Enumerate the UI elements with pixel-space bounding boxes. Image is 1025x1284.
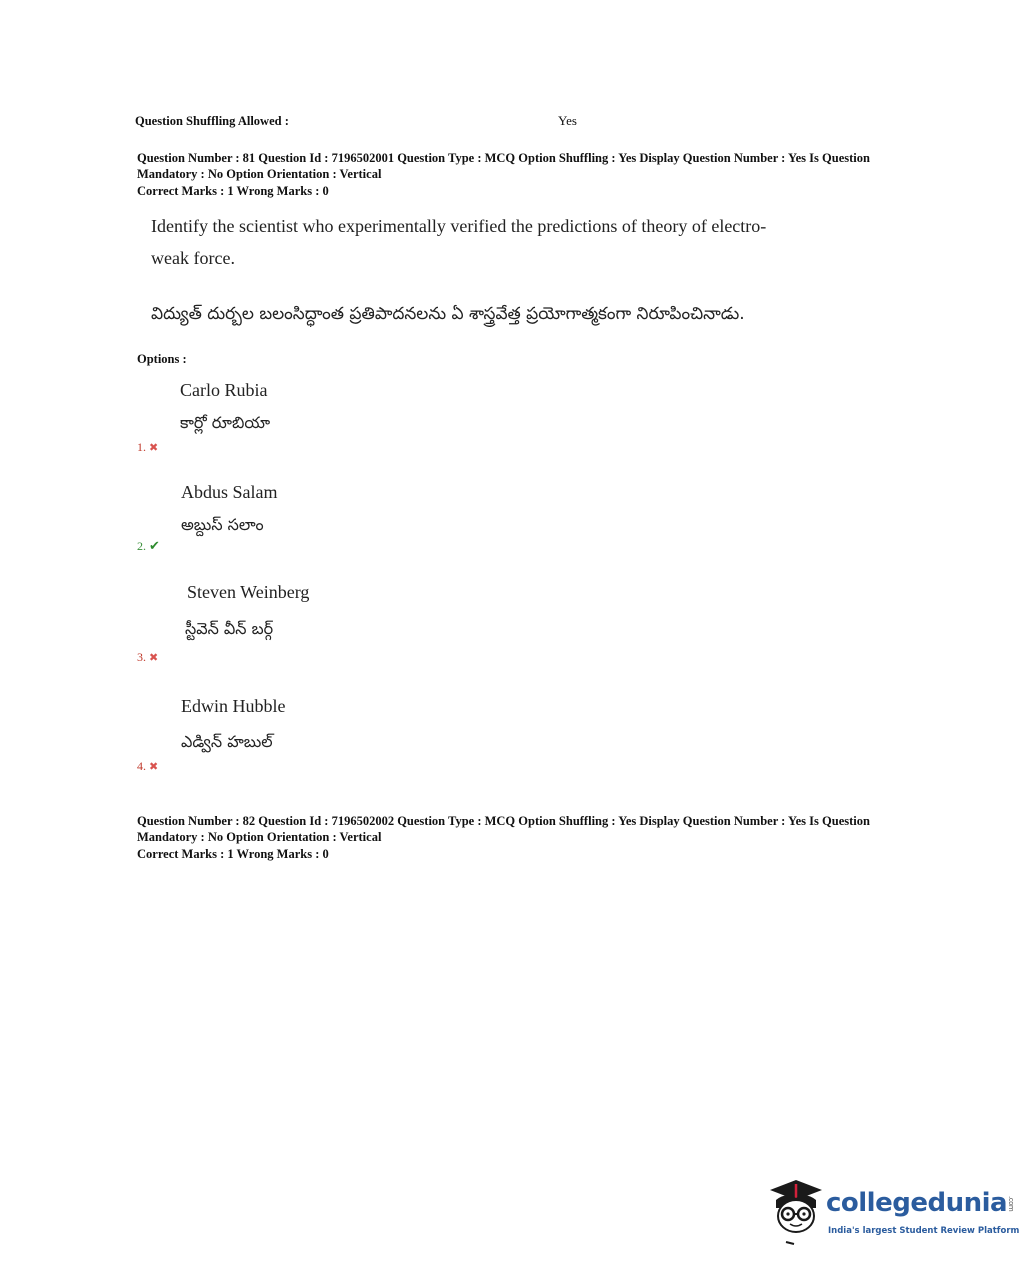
option-text-en: Carlo Rubia [180,380,268,400]
logo-name [826,1188,1015,1218]
question-text-line: Identify the scientist who experimentally verified the predictions of theory of electro- [151,216,767,236]
option-number-label: 1. [137,440,146,454]
option-text-te: కార్లో రూబియా [180,413,271,432]
question-81-meta [137,150,897,199]
question-meta-line: Mandatory : No Option Orientation : Vertical [137,167,382,181]
question-meta-line: Question Number : 82 Question Id : 7196502002 Question Type : MCQ Option Shuffling : Yes Display Question Number : Yes Is Question [137,814,870,828]
cross-icon: ✖ [149,761,159,773]
options-label: Options : [137,352,187,366]
question-marks: Correct Marks : 1 Wrong Marks : 0 [137,184,329,198]
option-text-te: అబ్దుస్ సలాం [181,515,264,534]
option-number [137,759,158,774]
cross-icon: ✖ [149,442,159,454]
option-number [137,650,158,665]
option-text-en: Edwin Hubble [181,696,286,716]
question-text-line: weak force. [151,248,235,268]
question-marks: Correct Marks : 1 Wrong Marks : 0 [137,847,329,861]
question-text-en [151,210,766,274]
question-meta-line: Mandatory : No Option Orientation : Vertical [137,830,382,844]
question-82-meta [137,813,897,862]
logo-name-text: collegedunia [826,1188,1008,1218]
cross-icon: ✖ [149,652,159,664]
collegedunia-logo [766,1176,1020,1246]
shuffling-value: Yes [558,113,577,128]
option-number-label: 2. [137,539,146,553]
logo-suffix: .com [1007,1195,1016,1211]
option-text-te: ఎడ్విన్ హబుల్ [181,732,273,751]
option-text-en: Abdus Salam [181,482,278,502]
option-text-te: స్టీవెన్ వీన్ బర్గ్ [185,619,274,638]
mascot-icon [766,1176,826,1246]
option-number-label: 3. [137,650,146,664]
shuffling-label: Question Shuffling Allowed : [135,114,289,128]
checkmark-icon: ✔ [149,538,160,553]
option-number [137,440,158,455]
option-number-label: 4. [137,759,146,773]
logo-tagline: India's largest Student Review Platform [828,1226,1020,1236]
question-meta-line: Question Number : 81 Question Id : 7196502001 Question Type : MCQ Option Shuffling : Yes Display Question Number : Yes Is Question [137,151,870,165]
option-text-en: Steven Weinberg [187,582,310,602]
option-number [137,538,160,554]
question-text-te: విద్యుత్ దుర్బల బలంసిద్ధాంత ప్రతిపాదనలను ఏ శాస్త్రవేత్త ప్రయోగాత్మకంగా నిరూపించినాడు. [151,304,745,324]
